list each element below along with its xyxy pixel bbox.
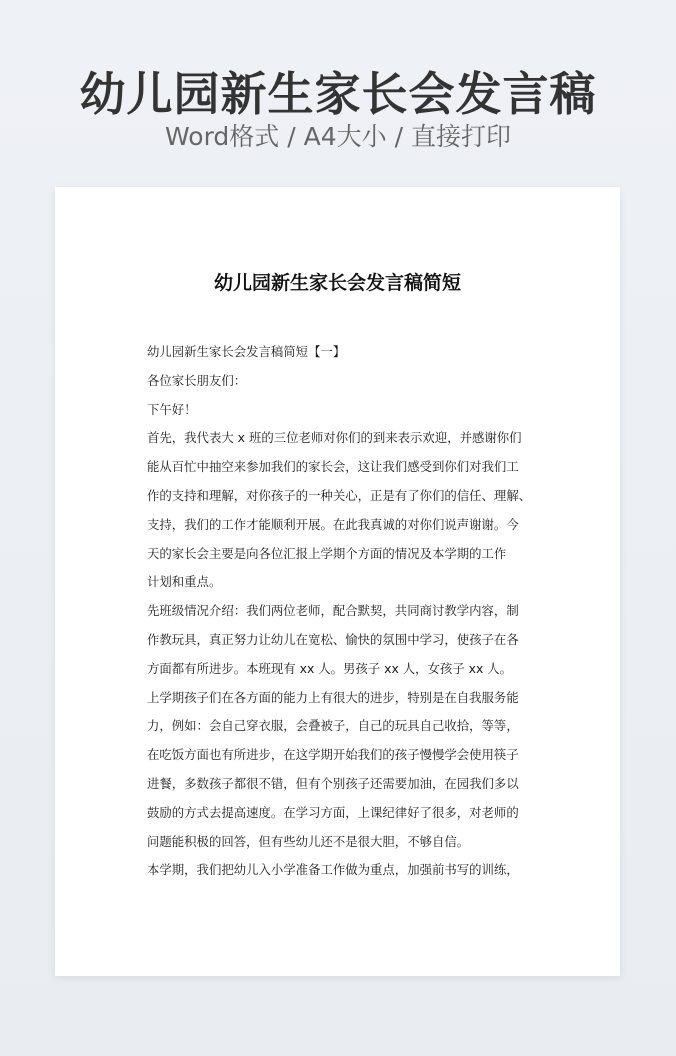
document-line: 下午好！ — [147, 401, 197, 417]
document-line: 进餐，多数孩子都很不错，但有个别孩子还需要加油，在园我们多以 — [147, 775, 519, 791]
document-body — [147, 338, 531, 885]
document-line: 先班级情况介绍：我们两位老师，配合默契，共同商讨教学内容，制 — [147, 603, 519, 619]
document-line: 本学期，我们把幼儿入小学准备工作做为重点，加强前书写的训练， — [147, 862, 519, 878]
document-line: 能从百忙中抽空来参加我们的家长会，这让我们感受到你们对我们工 — [147, 459, 519, 475]
document-line: 计划和重点。 — [147, 574, 222, 590]
banner-title: 幼儿园新生家长会发言稿 — [79, 67, 597, 121]
document-line: 方面都有所进步。本班现有 xx 人。男孩子 xx 人，女孩子 xx 人。 — [147, 660, 513, 676]
document-title: 幼儿园新生家长会发言稿简短 — [213, 272, 461, 294]
document-line: 天的家长会主要是向各位汇报上学期个方面的情况及本学期的工作 — [147, 545, 507, 561]
document-line: 各位家长朋友们： — [147, 372, 247, 388]
document-line: 鼓励的方式去提高速度。在学习方面，上课纪律好了很多，对老师的 — [147, 804, 519, 820]
document-line: 幼儿园新生家长会发言稿简短【一】 — [147, 344, 346, 359]
document-page — [55, 187, 620, 976]
document-line: 问题能积极的回答，但有些幼儿还不是很大胆，不够自信。 — [147, 833, 470, 849]
document-line: 支持，我们的工作才能顺利开展。在此我真诚的对你们说声谢谢。今 — [147, 516, 519, 532]
document-line: 上学期孩子们在各方面的能力上有很大的进步，特别是在自我服务能 — [147, 689, 519, 705]
document-line: 力，例如：会自己穿衣服，会叠被子，自己的玩具自己收拾，等等， — [147, 718, 519, 734]
document-line: 在吃饭方面也有所进步，在这学期开始我们的孩子慢慢学会使用筷子 — [147, 747, 519, 763]
document-line: 作的支持和理解，对你孩子的一种关心，正是有了你们的信任、理解、 — [147, 487, 532, 503]
document-line: 作教玩具，真正努力让幼儿在宽松、愉快的氛围中学习，使孩子在各 — [147, 631, 519, 647]
header-banner — [0, 0, 676, 170]
banner-subtitle: Word格式 / A4大小 / 直接打印 — [165, 122, 511, 151]
document-line: 首先，我代表大 x 班的三位老师对你们的到来表示欢迎，并感谢你们 — [147, 430, 522, 446]
